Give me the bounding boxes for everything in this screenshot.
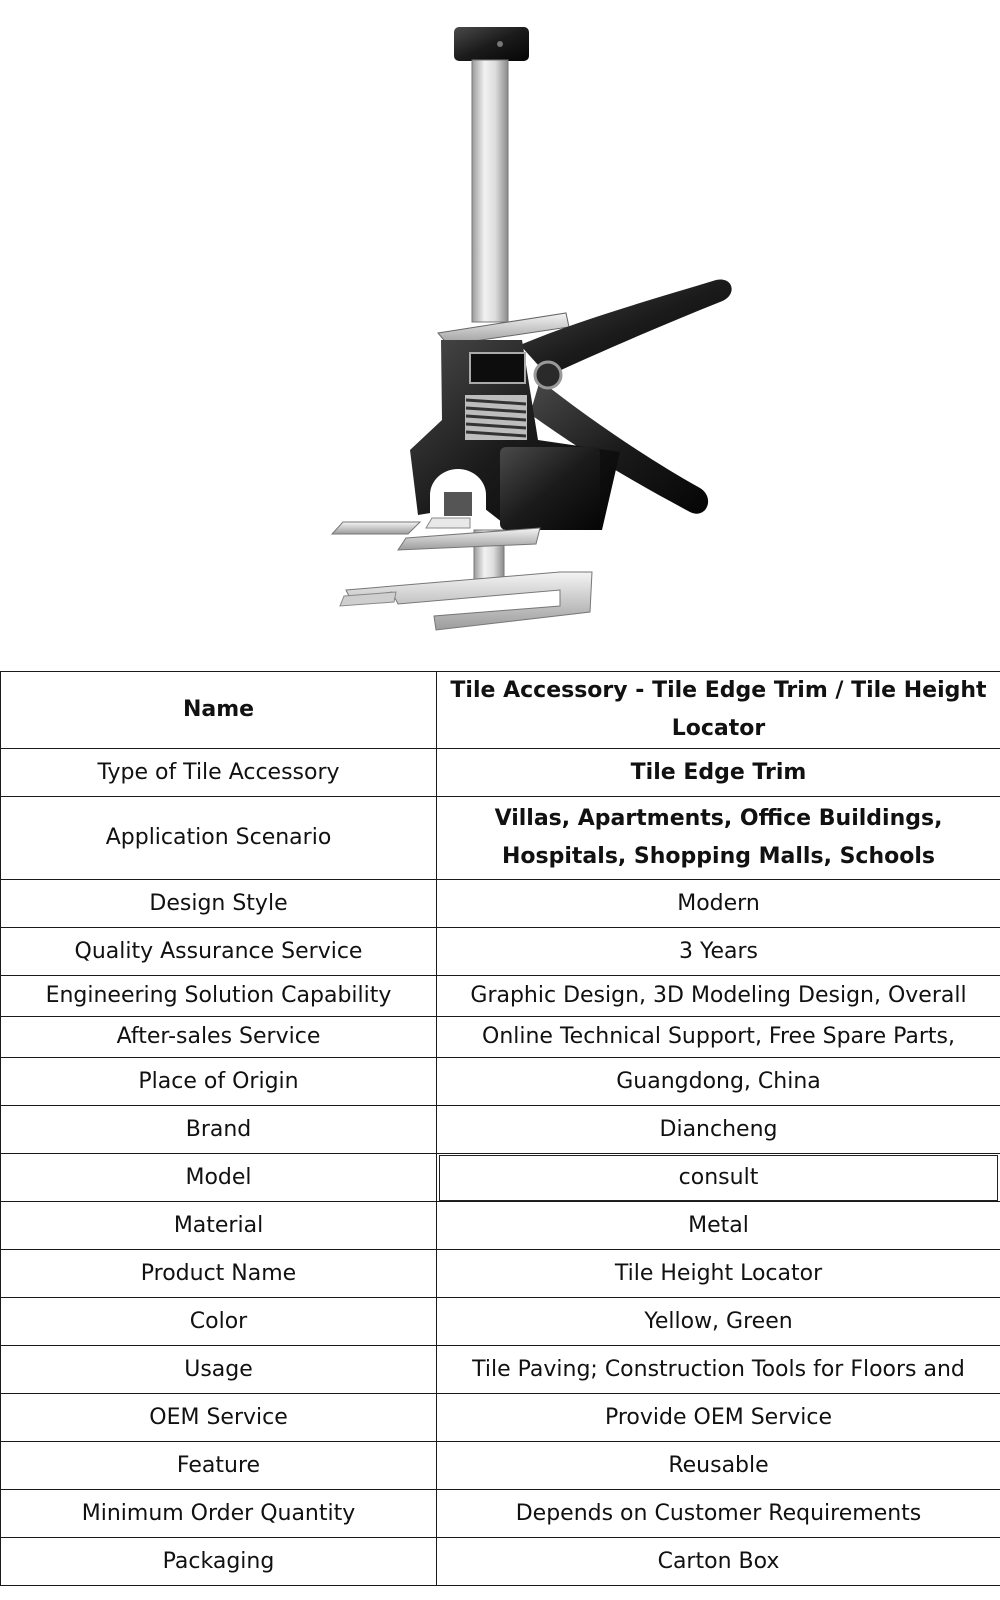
row-label: Name	[1, 672, 437, 749]
row-value: Online Technical Support, Free Spare Parts,	[437, 1017, 1000, 1058]
row-value: Provide OEM Service	[437, 1394, 1000, 1442]
row-label: Product Name	[1, 1250, 437, 1298]
row-label: Feature	[1, 1442, 437, 1490]
table-row	[1, 880, 1000, 928]
table-row	[1, 672, 1000, 749]
spec-table	[0, 671, 1000, 1586]
row-label: Color	[1, 1298, 437, 1346]
row-value: Yellow, Green	[437, 1298, 1000, 1346]
row-label: Type of Tile Accessory	[1, 749, 437, 797]
table-row	[1, 1442, 1000, 1490]
table-row	[1, 1106, 1000, 1154]
row-value: 3 Years	[437, 928, 1000, 976]
row-label: Usage	[1, 1346, 437, 1394]
table-row	[1, 1202, 1000, 1250]
table-row	[1, 797, 1000, 880]
row-value: Reusable	[437, 1442, 1000, 1490]
row-label: Packaging	[1, 1538, 437, 1586]
row-value: Tile Paving; Construction Tools for Floors and	[437, 1346, 1000, 1394]
table-row	[1, 928, 1000, 976]
product-image	[0, 0, 1000, 660]
row-label: Application Scenario	[1, 797, 437, 880]
row-label: OEM Service	[1, 1394, 437, 1442]
row-value: Carton Box	[437, 1538, 1000, 1586]
table-row	[1, 1346, 1000, 1394]
row-value: Tile Height Locator	[437, 1250, 1000, 1298]
row-value: Modern	[437, 880, 1000, 928]
row-label: Design Style	[1, 880, 437, 928]
row-label: Brand	[1, 1106, 437, 1154]
row-label: Material	[1, 1202, 437, 1250]
table-row	[1, 1250, 1000, 1298]
table-row	[1, 1298, 1000, 1346]
row-label: Model	[1, 1154, 437, 1202]
table-row	[1, 1017, 1000, 1058]
row-label: Engineering Solution Capability	[1, 976, 437, 1017]
row-label: Minimum Order Quantity	[1, 1490, 437, 1538]
row-label: Quality Assurance Service	[1, 928, 437, 976]
table-row	[1, 1490, 1000, 1538]
row-value: consult	[439, 1155, 998, 1201]
row-value: Metal	[437, 1202, 1000, 1250]
row-label: After-sales Service	[1, 1017, 437, 1058]
table-row	[1, 1394, 1000, 1442]
row-value: Diancheng	[437, 1106, 1000, 1154]
table-row	[1, 1538, 1000, 1586]
table-row	[1, 1154, 1000, 1202]
row-value: Tile Edge Trim	[437, 749, 1000, 797]
row-label: Place of Origin	[1, 1058, 437, 1106]
row-value: Graphic Design, 3D Modeling Design, Overall	[437, 976, 1000, 1017]
row-value: Guangdong, China	[437, 1058, 1000, 1106]
table-row	[1, 1058, 1000, 1106]
row-value: Depends on Customer Requirements	[437, 1490, 1000, 1538]
row-value: Villas, Apartments, Office Buildings, Hospitals, Shopping Malls, Schools	[437, 797, 1000, 880]
table-row	[1, 976, 1000, 1017]
row-value: Tile Accessory - Tile Edge Trim / Tile Height Locator	[437, 672, 1000, 749]
row-value-cell	[437, 1154, 1000, 1202]
table-row	[1, 749, 1000, 797]
